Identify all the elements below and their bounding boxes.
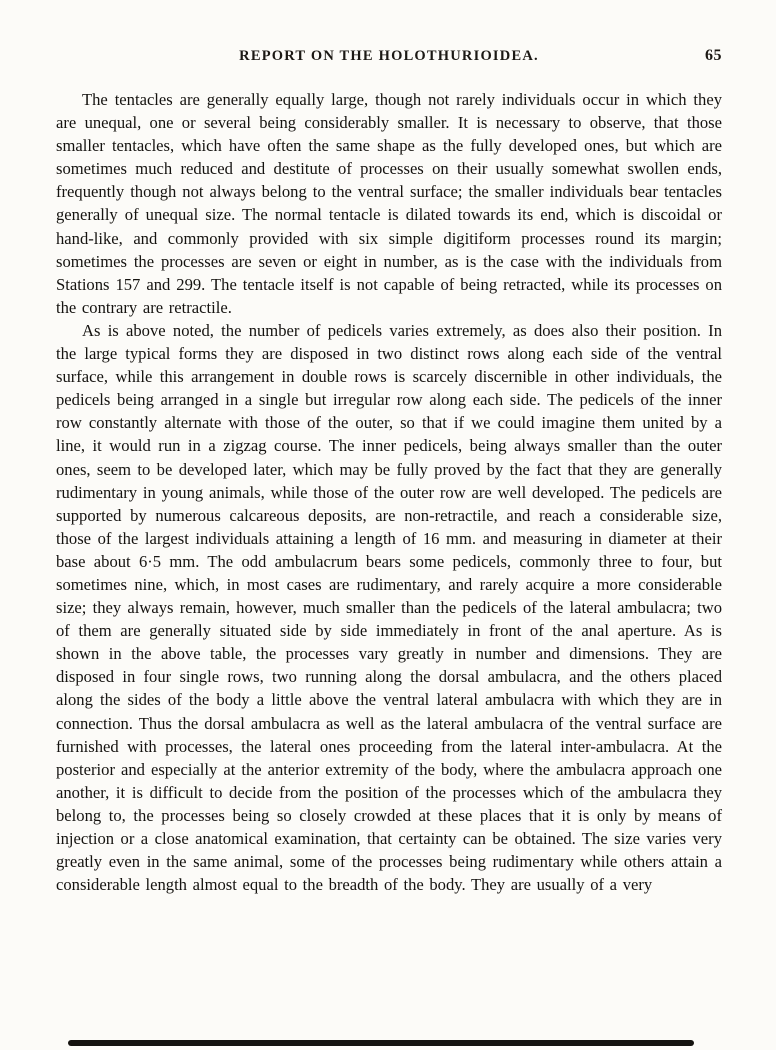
paragraph-tentacles: The tentacles are generally equally large, though not rarely individuals occur in which they are unequal, one or several being considerably smaller. It is necessary to observe, that those smaller tentacles, which have often the same shape as the fully developed ones, but which are sometimes much reduced and destitute of processes on their usually somewhat swollen ends, frequently though not always belong to the ventral surface; the smaller individuals bear tentacles generally of unequal size. The normal tentacle is dilated towards its end, which is discoidal or hand-like, and commonly provided with six simple digitiform processes round its margin; sometimes the processes are seven or eight in number, as is the case with the individuals from Stations 157 and 299. The tentacle itself is not capable of being retracted, while its processes on the contrary are retractile.	[56, 90, 722, 317]
body-text	[56, 88, 722, 896]
running-head	[56, 48, 722, 68]
page-number: 65	[705, 47, 722, 64]
page-title: REPORT ON THE HOLOTHURIOIDEA.	[239, 48, 539, 64]
scan-edge-artifact	[68, 1040, 694, 1046]
paragraph-pedicels: As is above noted, the number of pedicels varies extremely, as does also their position. In the large typical forms they are disposed in two distinct rows along each side of the ventral surface, while this arrangement in double rows is scarcely discernible in other individuals, the pedicels being arranged in a single but irregular row along each side. The pedicels of the inner row constantly alternate with those of the outer, so that if we could imagine them united by a line, it would run in a zigzag course. The inner pedicels, being always smaller than the outer ones, seem to be developed later, which may be fully proved by the fact that they are generally rudimentary in young animals, while those of the outer row are well developed. The pedicels are supported by numerous calcareous deposits, are non-retractile, and reach a considerable size, those of the largest individuals attaining a length of 16 mm. and measuring in diameter at their base about 6·5 mm. The odd ambulacrum bears some pedicels, commonly three to four, but sometimes nine, which, in most cases are rudimentary, and rarely acquire a more considerable size; they always remain, however, much smaller than the pedicels of the lateral ambulacra; two of them are generally situated side by side immediately in front of the anal aperture. As is shown in the above table, the processes vary greatly in number and dimensions. They are disposed in four single rows, two running along the dorsal ambulacra, and the others placed along the sides of the body a little above the ventral lateral ambulacra with which they are in connection. Thus the dorsal ambulacra as well as the lateral ambulacra of the ventral surface are furnished with processes, the lateral ones proceeding from the lateral inter-ambulacra. At the posterior and especially at the anterior extremity of the body, where the ambulacra approach one another, it is difficult to decide from the position of the processes which of the ambulacra they belong to, the processes being so closely crowded at these places that it is only by means of injection or a close anatomical examination, that certainty can be obtained. The size varies very greatly even in the same animal, some of the processes being rudimentary while others attain a considerable length almost equal to the breadth of the body. They are usually of a very	[56, 320, 722, 895]
